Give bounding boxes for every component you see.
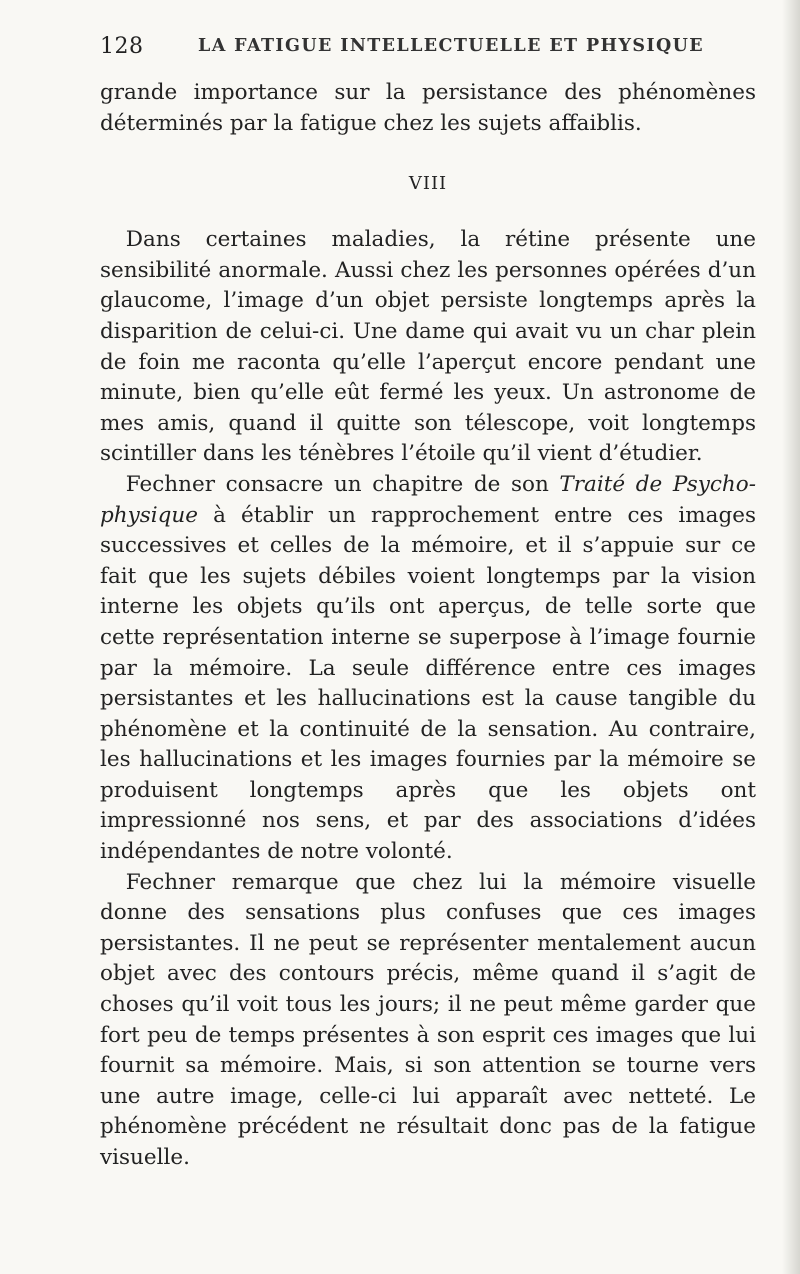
- paragraph-continued: grande importance sur la persistance des phénomènes déterminés par la fatigue chez les sujets affaiblis.: [100, 80, 756, 136]
- body-text: [100, 78, 756, 1174]
- paragraph-2: [100, 470, 756, 868]
- cited-work-title: Traité de Psycho-physique: [100, 471, 756, 528]
- paragraph-2-text-end: à établir un rapprochement entre ces images successives et celles de la mémoire, et il s’appuie sur ce fait que les sujets débiles voient longtemps par la vision interne les objets qu’ils ont aperçus, de telle sorte que cette représentation interne se superpose à l’image fournie par la mémoire. La seule différence entre ces images persistantes et les hallucinations est la cause tangible du phénomène et la continuité de la sensation. Au contraire, les hallucinations et les images fournies par la mémoire se produisent longtemps après que les objets ont impressionné nos sens, et par des associations d’idées indépendantes de notre volonté.: [100, 502, 756, 865]
- section-number: VIII: [408, 173, 448, 195]
- running-head: [100, 34, 720, 68]
- paragraph-1: Dans certaines maladies, la rétine présente une sensibilité anormale. Aussi chez les personnes opérées d’un glaucome, l’image d’un objet persiste longtemps après la disparition de celui-ci. Une dame qui avait vu un char plein de foin me raconta qu’elle l’aperçut encore pendant une minute, bien qu’elle eût fermé les yeux. Un astronome de mes amis, quand il quitte son télescope, voit longtemps scintiller dans les ténèbres l’étoile qu’il vient d’étudier.: [100, 227, 756, 467]
- paragraph-3: Fechner remarque que chez lui la mémoire visuelle donne des sensations plus confuses que ces images persistantes. Il ne peut se représenter mentalement aucun objet avec des contours précis, même quand il s’agit de choses qu’il voit tous les jours; il ne peut même garder que fort peu de temps présentes à son esprit ces images que lui fournit sa mémoire. Mais, si son attention se tourne vers une autre image, celle-ci lui apparaît avec netteté. Le phénomène précédent ne résultait donc pas de la fatigue visuelle.: [100, 869, 756, 1170]
- page-edge-shadow: [782, 0, 800, 1274]
- page-number: 128: [100, 34, 144, 59]
- paragraph-2-text-start: Fechner consacre un chapitre de son: [125, 471, 560, 497]
- running-title: LA FATIGUE INTELLECTUELLE ET PHYSIQUE: [198, 36, 705, 56]
